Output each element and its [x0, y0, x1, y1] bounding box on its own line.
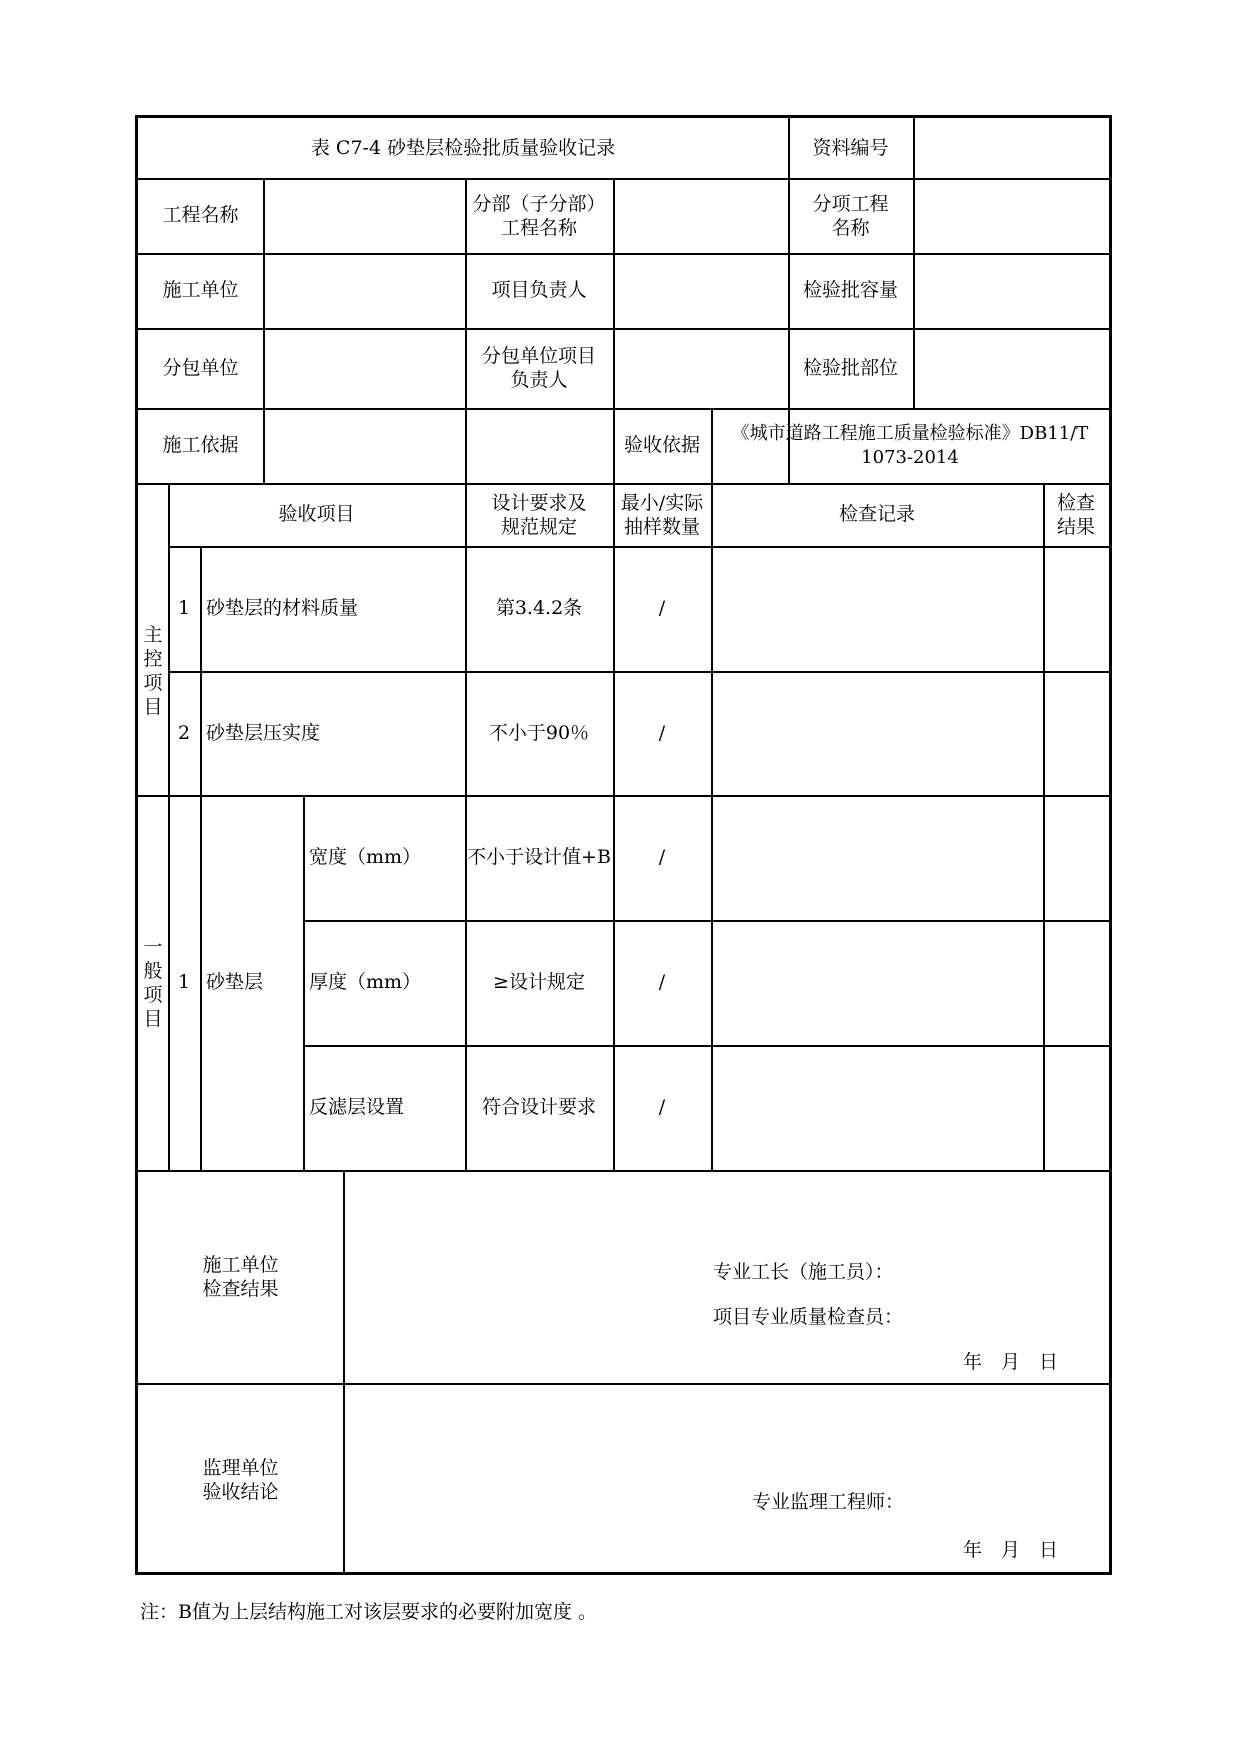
- col-header-line: 抽样数量: [623, 515, 700, 538]
- row-number: 1: [177, 597, 191, 619]
- item-sample: /: [658, 846, 666, 868]
- doc-no-field[interactable]: [913, 118, 1109, 178]
- form-title: 表 C7-4 砂垫层检验批质量验收记录: [310, 136, 616, 159]
- item-sample: /: [658, 1096, 666, 1118]
- item-sample: /: [658, 721, 666, 744]
- col-header-line: 结果: [1056, 515, 1095, 538]
- supervisor-check-label-line: 监理单位: [202, 1457, 279, 1479]
- sub-item-label-line: 名称: [831, 216, 870, 239]
- sub-manager-label: [465, 328, 613, 408]
- footnote: 注：B值为上层结构施工对该层要求的必要附加宽度 。: [140, 1601, 598, 1623]
- item-record-field[interactable]: [711, 671, 1043, 795]
- col-header-design: [465, 483, 613, 546]
- acceptance-basis-label: 验收依据: [623, 434, 700, 456]
- col-header-result: [1043, 483, 1109, 546]
- contractor-check-label-line: 检查结果: [202, 1277, 279, 1300]
- subcontractor-label: 分包单位: [162, 356, 239, 379]
- item-result-field[interactable]: [1043, 546, 1109, 671]
- construction-basis-label: 施工依据: [162, 434, 239, 456]
- project-name-field[interactable]: [263, 178, 465, 253]
- col-header-line: 检查: [1056, 491, 1095, 514]
- acceptance-basis-value: [711, 408, 1109, 483]
- sub-manager-field[interactable]: [613, 328, 788, 408]
- section-char: 目: [143, 1007, 163, 1030]
- section-char: 控: [143, 647, 163, 670]
- section-char: 主: [143, 623, 163, 646]
- section-char: 项: [143, 671, 163, 694]
- contractor-check-field[interactable]: [345, 1170, 1109, 1270]
- batch-capacity-label: 检验批容量: [802, 279, 898, 301]
- sub-division-label-line: 分部（子分部）: [472, 192, 606, 215]
- item-record-field[interactable]: [711, 795, 1043, 920]
- item-record-field[interactable]: [711, 546, 1043, 671]
- section-char: 一: [143, 935, 163, 958]
- batch-location-field[interactable]: [913, 328, 1109, 408]
- supervisor-check-label-line: 验收结论: [202, 1481, 279, 1503]
- sub-manager-label-line: 负责人: [510, 369, 568, 391]
- sub-item-label: [788, 178, 913, 253]
- general-section-label: [138, 795, 168, 1170]
- item-requirement: 符合设计要求: [481, 1096, 596, 1118]
- supervisor-check-label: [138, 1385, 343, 1575]
- col-header-record: 检查记录: [838, 503, 915, 525]
- main-control-section-label: [138, 546, 168, 795]
- item-result-field[interactable]: [1043, 795, 1109, 920]
- supervisor-date-label: 年 月 日: [963, 1539, 1059, 1561]
- sub-item-field[interactable]: [913, 178, 1109, 253]
- project-manager-field[interactable]: [613, 253, 788, 328]
- subcontractor-field[interactable]: [263, 328, 465, 408]
- project-manager-label: 项目负责人: [491, 279, 587, 301]
- col-header-sample: [613, 483, 711, 546]
- sub-item-label-line: 分项工程: [812, 192, 889, 215]
- item-result-field[interactable]: [1043, 1045, 1109, 1170]
- section-char: 项: [143, 983, 163, 1006]
- project-name-label: 工程名称: [162, 204, 239, 226]
- sub-division-label-line: 工程名称: [500, 216, 577, 239]
- item-requirement: 不小于90％: [488, 721, 590, 744]
- item-name: 砂垫层: [206, 971, 264, 993]
- construction-basis-field[interactable]: [263, 408, 613, 483]
- subitem-name: 宽度（mm）: [309, 846, 422, 868]
- acceptance-basis-line: 1073-2014: [861, 446, 959, 468]
- item-requirement: ≥设计规定: [493, 971, 585, 993]
- supervisor-check-field[interactable]: [345, 1385, 1109, 1465]
- item-requirement: 第3.4.2条: [495, 597, 583, 619]
- item-result-field[interactable]: [1043, 920, 1109, 1045]
- supervising-engineer-signature-label: 专业监理工程师：: [752, 1491, 905, 1513]
- subitem-name: 反滤层设置: [309, 1096, 405, 1118]
- item-record-field[interactable]: [711, 1045, 1043, 1170]
- contractor-check-label-line: 施工单位: [202, 1253, 279, 1276]
- item-requirement: 不小于设计值+B: [467, 846, 611, 868]
- batch-location-label: 检验批部位: [802, 356, 898, 379]
- item-record-field[interactable]: [711, 920, 1043, 1045]
- batch-capacity-field[interactable]: [913, 253, 1109, 328]
- item-name: 砂垫层的材料质量: [206, 597, 359, 619]
- col-header-item: 验收项目: [278, 503, 355, 525]
- doc-no-label: 资料编号: [812, 136, 889, 159]
- item-result-field[interactable]: [1043, 671, 1109, 795]
- contractor-check-label: [138, 1170, 343, 1383]
- contractor-label: 施工单位: [162, 279, 239, 301]
- col-header-line: 设计要求及: [491, 491, 587, 514]
- sub-division-field[interactable]: [613, 178, 788, 253]
- row-number: 1: [177, 971, 191, 993]
- foreman-signature-label: 专业工长（施工员）：: [713, 1261, 894, 1283]
- sub-manager-label-line: 分包单位项目: [481, 345, 596, 367]
- contractor-date-label: 年 月 日: [963, 1351, 1059, 1373]
- sub-division-label: [465, 178, 613, 253]
- item-name: 砂垫层压实度: [206, 721, 321, 744]
- quality-inspector-signature-label: 项目专业质量检查员：: [713, 1306, 904, 1328]
- section-char: 目: [143, 695, 163, 718]
- section-char: 般: [143, 959, 163, 982]
- item-sample: /: [658, 971, 666, 993]
- acceptance-basis-line: 《城市道路工程施工质量检验标准》DB11/T: [731, 422, 1089, 444]
- inspection-form: [135, 115, 1112, 1575]
- contractor-field[interactable]: [263, 253, 465, 328]
- row-number: 2: [177, 721, 191, 744]
- subitem-name: 厚度（mm）: [309, 971, 422, 993]
- item-sample: /: [658, 597, 666, 619]
- col-header-line: 规范规定: [500, 515, 577, 538]
- col-header-line: 最小/实际: [620, 491, 704, 514]
